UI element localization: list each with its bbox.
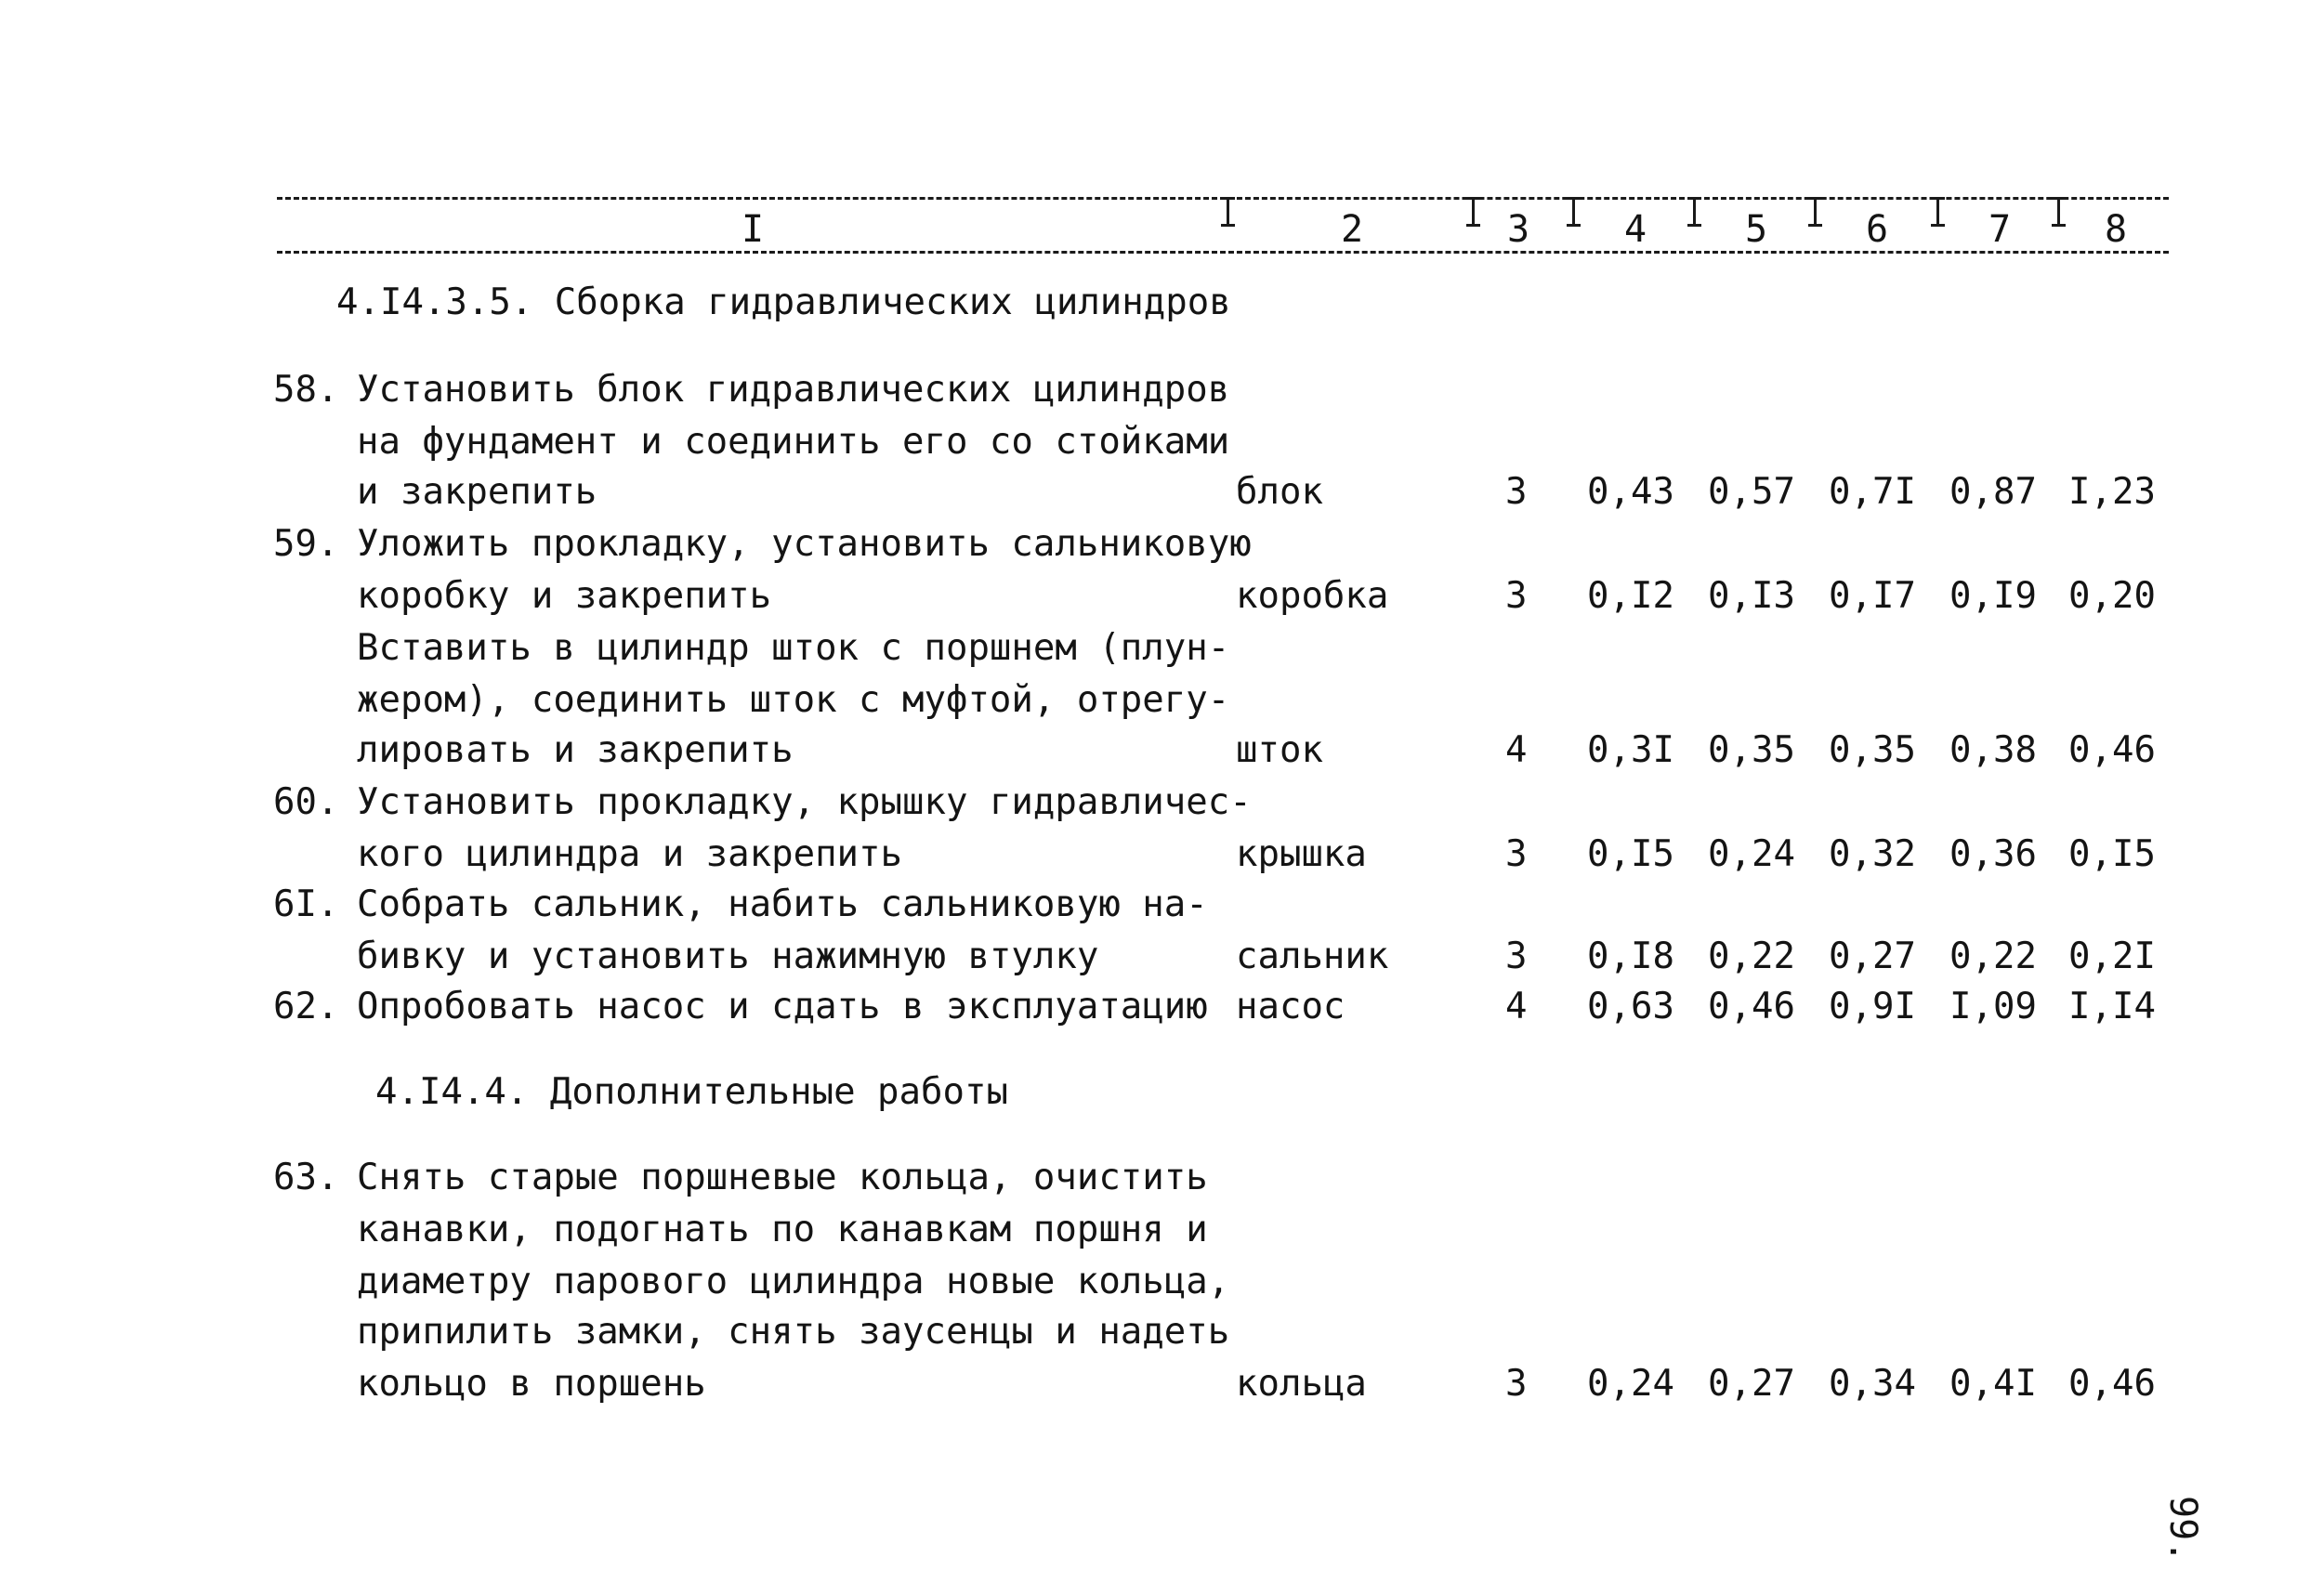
row-text-line: Установить прокладку, крышку гидравличес- [357, 781, 1252, 823]
row-col8: 0,46 [2068, 1363, 2156, 1405]
col-header-2: 2 [1340, 208, 1364, 251]
row-text-line: Вставить в цилиндр шток с поршнем (плун- [357, 627, 1230, 669]
section-title: 4.I4.3.5. Сборка гидравлических цилиндров [336, 281, 1231, 323]
row-text-line: диаметру парового цилиндра новые кольца, [357, 1261, 1230, 1302]
row-col7: 0,38 [1949, 729, 2037, 771]
row-col4: 0,24 [1587, 1363, 1674, 1405]
row-number: 59. [273, 523, 339, 565]
row-col4: 0,I8 [1587, 935, 1674, 977]
row-number: 62. [273, 986, 339, 1027]
row-col7: 0,36 [1949, 833, 2037, 875]
col-separator [1693, 197, 1696, 227]
row-col3: 3 [1505, 1363, 1528, 1405]
row-text-line: Установить блок гидравлических цилиндров [357, 369, 1230, 411]
row-col7: 0,87 [1949, 471, 2037, 513]
row-col8: 0,2I [2068, 935, 2156, 977]
row-col6: 0,34 [1829, 1363, 1916, 1405]
row-text-line: канавки, подогнать по канавкам поршня и [357, 1209, 1208, 1250]
row-col6: 0,35 [1829, 729, 1916, 771]
row-text-line: Уложить прокладку, установить сальниковую [357, 523, 1252, 565]
row-col4: 0,3I [1587, 729, 1674, 771]
col-header-5: 5 [1744, 208, 1768, 251]
row-col6: 0,27 [1829, 935, 1916, 977]
row-number: 58. [273, 369, 339, 411]
row-unit: насос [1236, 986, 1345, 1027]
col-separator [1814, 197, 1817, 227]
row-text-line: кого цилиндра и закрепить [357, 833, 902, 875]
section-title: 4.I4.4. Дополнительные работы [375, 1071, 1008, 1113]
row-text-line: бивку и установить нажимную втулку [357, 935, 1099, 977]
row-col6: 0,32 [1829, 833, 1916, 875]
row-col5: 0,27 [1708, 1363, 1795, 1405]
col-separator [1227, 197, 1229, 227]
row-col5: 0,22 [1708, 935, 1795, 977]
row-col6: 0,7I [1829, 471, 1916, 513]
row-col8: 0,46 [2068, 729, 2156, 771]
row-col3: 4 [1505, 986, 1528, 1027]
row-text-line: лировать и закрепить [357, 729, 794, 771]
col-separator [1936, 197, 1939, 227]
row-col5: 0,24 [1708, 833, 1795, 875]
row-text-line: Собрать сальник, набить сальниковую на- [357, 883, 1208, 925]
row-text-line: кольцо в поршень [357, 1363, 706, 1405]
row-unit: крышка [1236, 833, 1367, 875]
row-unit: шток [1236, 729, 1323, 771]
row-col3: 3 [1505, 575, 1528, 617]
row-col6: 0,I7 [1829, 575, 1916, 617]
row-col8: 0,I5 [2068, 833, 2156, 875]
col-separator [1572, 197, 1575, 227]
row-text-line: Снять старые поршневые кольца, очистить [357, 1157, 1208, 1198]
col-header-8: 8 [2104, 208, 2128, 251]
row-text-line: и закрепить [357, 471, 597, 513]
row-text-line: жером), соединить шток с муфтой, отрегу- [357, 679, 1230, 721]
col-header-6: 6 [1865, 208, 1889, 251]
row-text-line: на фундамент и соединить его со стойками [357, 421, 1230, 463]
row-unit: блок [1236, 471, 1323, 513]
row-col7: I,09 [1949, 986, 2037, 1027]
col-header-1: I [741, 208, 765, 251]
row-col5: 0,57 [1708, 471, 1795, 513]
col-header-3: 3 [1506, 208, 1530, 251]
row-unit: коробка [1236, 575, 1389, 617]
row-col4: 0,43 [1587, 471, 1674, 513]
row-col3: 3 [1505, 471, 1528, 513]
col-header-7: 7 [1988, 208, 2012, 251]
row-col5: 0,46 [1708, 986, 1795, 1027]
row-col8: I,I4 [2068, 986, 2156, 1027]
row-col7: 0,4I [1949, 1363, 2037, 1405]
row-text-line: Опробовать насос и сдать в эксплуатацию [357, 986, 1208, 1027]
row-text-line: припилить замки, снять заусенцы и надеть [357, 1311, 1230, 1353]
page-number: 99. [2161, 1496, 2204, 1563]
row-number: 60. [273, 781, 339, 823]
row-col5: 0,I3 [1708, 575, 1795, 617]
col-separator [2057, 197, 2060, 227]
row-col7: 0,I9 [1949, 575, 2037, 617]
row-col7: 0,22 [1949, 935, 2037, 977]
row-col8: I,23 [2068, 471, 2156, 513]
row-unit: кольца [1236, 1363, 1367, 1405]
col-separator [1472, 197, 1475, 227]
row-unit: сальник [1236, 935, 1389, 977]
row-col6: 0,9I [1829, 986, 1916, 1027]
col-header-4: 4 [1623, 208, 1647, 251]
row-text-line: коробку и закрепить [357, 575, 772, 617]
row-col3: 3 [1505, 935, 1528, 977]
row-number: 6I. [273, 883, 339, 925]
row-col3: 3 [1505, 833, 1528, 875]
row-col4: 0,I2 [1587, 575, 1674, 617]
row-col4: 0,I5 [1587, 833, 1674, 875]
row-col3: 4 [1505, 729, 1528, 771]
row-col4: 0,63 [1587, 986, 1674, 1027]
row-col5: 0,35 [1708, 729, 1795, 771]
row-number: 63. [273, 1157, 339, 1198]
row-col8: 0,20 [2068, 575, 2156, 617]
